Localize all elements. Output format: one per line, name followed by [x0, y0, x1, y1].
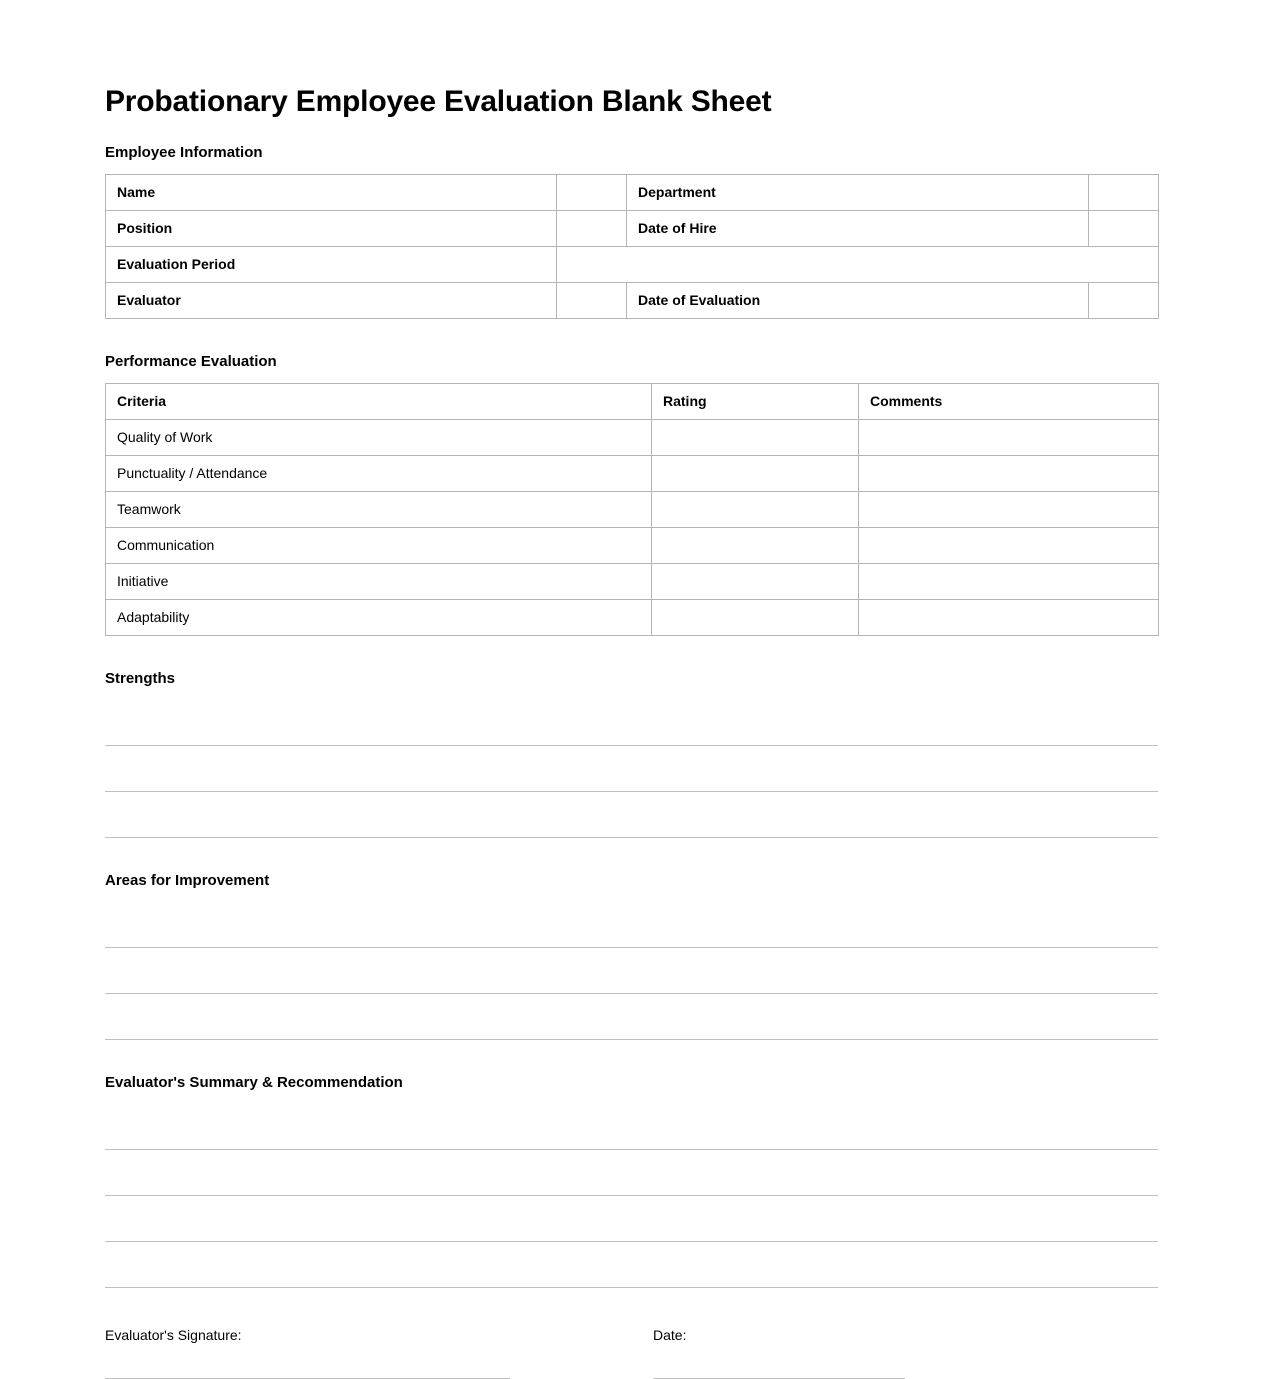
field-value-position[interactable]	[557, 211, 627, 247]
criteria-label-teamwork: Teamwork	[106, 492, 652, 528]
write-in-line[interactable]	[105, 700, 1158, 746]
signature-block	[105, 1327, 1158, 1379]
comments-cell-adaptability[interactable]	[859, 600, 1159, 636]
column-header-comments: Comments	[859, 384, 1159, 420]
write-in-line[interactable]	[105, 902, 1158, 948]
field-label-name: Name	[106, 175, 557, 211]
employee-information-table	[105, 174, 1159, 319]
criteria-label-initiative: Initiative	[106, 564, 652, 600]
comments-cell-initiative[interactable]	[859, 564, 1159, 600]
signature-date-field	[653, 1327, 953, 1379]
field-label-evaluator: Evaluator	[106, 283, 557, 319]
signature-date-label: Date:	[653, 1327, 687, 1343]
section-heading-evaluator-summary: Evaluator's Summary & Recommendation	[105, 1074, 403, 1091]
table-row	[106, 528, 1159, 564]
performance-evaluation-table	[105, 383, 1159, 636]
criteria-label-communication: Communication	[106, 528, 652, 564]
write-in-line[interactable]	[105, 1104, 1158, 1150]
write-in-line[interactable]	[105, 792, 1158, 838]
rating-cell-teamwork[interactable]	[652, 492, 859, 528]
table-row	[106, 456, 1159, 492]
write-in-line[interactable]	[105, 1196, 1158, 1242]
column-header-criteria: Criteria	[106, 384, 652, 420]
field-value-name[interactable]	[557, 175, 627, 211]
rating-cell-quality-of-work[interactable]	[652, 420, 859, 456]
rating-cell-communication[interactable]	[652, 528, 859, 564]
rating-cell-punctuality-attendance[interactable]	[652, 456, 859, 492]
table-row	[106, 283, 1159, 319]
field-value-date-of-evaluation[interactable]	[1089, 283, 1159, 319]
field-value-evaluation-period[interactable]	[557, 247, 1159, 283]
areas-for-improvement-write-in-area[interactable]	[105, 902, 1158, 1040]
page-title: Probationary Employee Evaluation Blank Sheet	[105, 85, 772, 118]
criteria-label-adaptability: Adaptability	[106, 600, 652, 636]
evaluator-signature-field	[105, 1327, 653, 1379]
write-in-line[interactable]	[105, 1150, 1158, 1196]
field-label-evaluation-period: Evaluation Period	[106, 247, 557, 283]
table-row	[106, 492, 1159, 528]
table-row	[106, 564, 1159, 600]
rating-cell-initiative[interactable]	[652, 564, 859, 600]
table-row	[106, 175, 1159, 211]
table-header-row	[106, 384, 1159, 420]
write-in-line[interactable]	[105, 746, 1158, 792]
table-row	[106, 247, 1159, 283]
table-row	[106, 420, 1159, 456]
field-label-date-of-hire: Date of Hire	[627, 211, 1089, 247]
rating-cell-adaptability[interactable]	[652, 600, 859, 636]
field-value-department[interactable]	[1089, 175, 1159, 211]
section-heading-employee-information: Employee Information	[105, 144, 263, 161]
comments-cell-teamwork[interactable]	[859, 492, 1159, 528]
table-row	[106, 211, 1159, 247]
section-heading-performance-evaluation: Performance Evaluation	[105, 353, 277, 370]
field-label-date-of-evaluation: Date of Evaluation	[627, 283, 1089, 319]
field-label-position: Position	[106, 211, 557, 247]
write-in-line[interactable]	[105, 994, 1158, 1040]
column-header-rating: Rating	[652, 384, 859, 420]
evaluator-signature-label: Evaluator's Signature:	[105, 1327, 242, 1343]
field-label-department: Department	[627, 175, 1089, 211]
field-value-date-of-hire[interactable]	[1089, 211, 1159, 247]
criteria-label-punctuality-attendance: Punctuality / Attendance	[106, 456, 652, 492]
comments-cell-quality-of-work[interactable]	[859, 420, 1159, 456]
criteria-label-quality-of-work: Quality of Work	[106, 420, 652, 456]
table-row	[106, 600, 1159, 636]
write-in-line[interactable]	[105, 1242, 1158, 1288]
write-in-line[interactable]	[105, 948, 1158, 994]
section-heading-strengths: Strengths	[105, 670, 176, 687]
comments-cell-communication[interactable]	[859, 528, 1159, 564]
evaluator-summary-write-in-area[interactable]	[105, 1104, 1158, 1288]
strengths-write-in-area[interactable]	[105, 700, 1158, 838]
field-value-evaluator[interactable]	[557, 283, 627, 319]
section-heading-areas-for-improvement: Areas for Improvement	[105, 872, 270, 889]
comments-cell-punctuality-attendance[interactable]	[859, 456, 1159, 492]
